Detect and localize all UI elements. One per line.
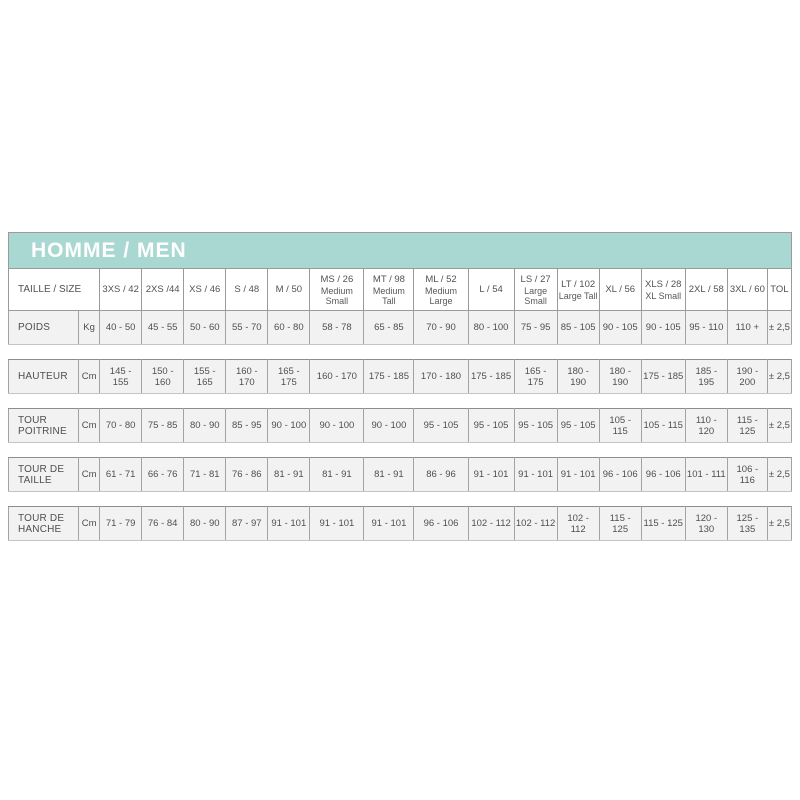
row-label: TOUR DE TAILLE — [9, 458, 79, 492]
size-column-header — [414, 269, 468, 311]
row-gap — [9, 394, 792, 409]
size-code: S / 48 — [234, 284, 260, 295]
size-value-cell: 125 - 135 — [727, 507, 767, 541]
size-value-cell: 70 - 80 — [100, 409, 142, 443]
size-value-cell: 180 - 190 — [599, 360, 641, 394]
size-sub-label: XL Small — [645, 290, 682, 301]
size-guide-sheet — [8, 232, 792, 541]
size-column-header — [268, 269, 310, 311]
size-value-cell: 81 - 91 — [364, 458, 414, 492]
size-value-cell: 65 - 85 — [364, 311, 414, 345]
measurement-row — [9, 311, 792, 345]
size-value-cell: 90 - 100 — [310, 409, 364, 443]
size-code: XS / 46 — [189, 284, 221, 295]
size-value-cell: 61 - 71 — [100, 458, 142, 492]
size-value-cell: 50 - 60 — [184, 311, 226, 345]
size-value-cell: ± 2,5 — [767, 360, 791, 394]
size-value-cell: 81 - 91 — [268, 458, 310, 492]
size-value-cell: 60 - 80 — [268, 311, 310, 345]
unit-cell: Cm — [79, 458, 100, 492]
size-value-cell: 120 - 130 — [685, 507, 727, 541]
size-value-cell: 180 - 190 — [557, 360, 599, 394]
size-column-header — [364, 269, 414, 311]
size-value-cell: 80 - 100 — [468, 311, 514, 345]
size-code: MS / 26 — [320, 273, 354, 285]
size-value-cell: 105 - 115 — [599, 409, 641, 443]
unit-cell: Cm — [79, 507, 100, 541]
row-gap — [9, 345, 792, 360]
size-column-header — [468, 269, 514, 311]
size-header-row — [9, 269, 792, 311]
size-value-cell: 91 - 101 — [364, 507, 414, 541]
size-value-cell: 87 - 97 — [226, 507, 268, 541]
size-code: XLS / 28 — [645, 278, 682, 290]
size-column-header — [142, 269, 184, 311]
size-value-cell: 75 - 95 — [514, 311, 557, 345]
size-value-cell: 160 - 170 — [226, 360, 268, 394]
size-value-cell: 95 - 105 — [557, 409, 599, 443]
size-sub-label: Medium Large — [424, 285, 457, 306]
row-label: TOUR DE HANCHE — [9, 507, 79, 541]
unit-cell: Cm — [79, 360, 100, 394]
size-column-header — [514, 269, 557, 311]
size-value-cell: 76 - 84 — [142, 507, 184, 541]
size-value-cell: 165 - 175 — [268, 360, 310, 394]
size-value-cell: 91 - 101 — [468, 458, 514, 492]
size-value-cell: 95 - 110 — [685, 311, 727, 345]
size-chart-table — [8, 268, 792, 541]
size-value-cell: 90 - 100 — [364, 409, 414, 443]
size-value-cell: 76 - 86 — [226, 458, 268, 492]
unit-cell: Cm — [79, 409, 100, 443]
size-column-header — [641, 269, 685, 311]
size-value-cell: 85 - 95 — [226, 409, 268, 443]
size-value-cell: 91 - 101 — [514, 458, 557, 492]
size-code: 2XL / 58 — [688, 284, 724, 295]
size-value-cell: 96 - 106 — [641, 458, 685, 492]
size-value-cell: 91 - 101 — [557, 458, 599, 492]
size-code: 2XS /44 — [145, 284, 180, 295]
measurement-row — [9, 458, 792, 492]
measurement-row — [9, 507, 792, 541]
size-value-cell: 58 - 78 — [310, 311, 364, 345]
size-value-cell: ± 2,5 — [767, 409, 791, 443]
size-value-cell: 90 - 105 — [641, 311, 685, 345]
size-value-cell: 115 - 125 — [727, 409, 767, 443]
size-column-header — [310, 269, 364, 311]
size-value-cell: 105 - 115 — [641, 409, 685, 443]
size-column-header — [599, 269, 641, 311]
size-value-cell: 90 - 100 — [268, 409, 310, 443]
size-value-cell: 71 - 79 — [100, 507, 142, 541]
size-value-cell: 190 - 200 — [727, 360, 767, 394]
unit-cell: Kg — [79, 311, 100, 345]
size-value-cell: 80 - 90 — [184, 409, 226, 443]
size-value-cell: 102 - 112 — [557, 507, 599, 541]
size-value-cell: ± 2,5 — [767, 507, 791, 541]
size-value-cell: 145 - 155 — [100, 360, 142, 394]
size-value-cell: 95 - 105 — [514, 409, 557, 443]
size-column-header — [727, 269, 767, 311]
size-sub-label: Medium Small — [320, 285, 353, 306]
size-code: MT / 98 — [372, 273, 405, 285]
size-value-cell: 102 - 112 — [468, 507, 514, 541]
size-value-cell: 106 - 116 — [727, 458, 767, 492]
size-value-cell: 45 - 55 — [142, 311, 184, 345]
size-column-header — [100, 269, 142, 311]
taille-size-header: TAILLE / SIZE — [9, 269, 100, 311]
size-value-cell: 80 - 90 — [184, 507, 226, 541]
size-value-cell: 95 - 105 — [468, 409, 514, 443]
size-value-cell: 70 - 90 — [414, 311, 468, 345]
size-code: M / 50 — [275, 284, 303, 295]
size-sub-label: Medium Tall — [372, 285, 405, 306]
size-value-cell: 91 - 101 — [310, 507, 364, 541]
size-value-cell: 175 - 185 — [364, 360, 414, 394]
size-value-cell: 175 - 185 — [468, 360, 514, 394]
size-value-cell: 95 - 105 — [414, 409, 468, 443]
size-value-cell: 71 - 81 — [184, 458, 226, 492]
size-value-cell: 150 - 160 — [142, 360, 184, 394]
size-code: 3XL / 60 — [729, 284, 765, 295]
size-value-cell: 55 - 70 — [226, 311, 268, 345]
size-value-cell: 85 - 105 — [557, 311, 599, 345]
size-code: XL / 56 — [605, 284, 636, 295]
size-value-cell: 40 - 50 — [100, 311, 142, 345]
size-value-cell: 160 - 170 — [310, 360, 364, 394]
size-column-header — [767, 269, 791, 311]
size-value-cell: 91 - 101 — [268, 507, 310, 541]
measurement-row — [9, 409, 792, 443]
size-value-cell: 86 - 96 — [414, 458, 468, 492]
size-code: L / 54 — [479, 284, 503, 295]
size-value-cell: 115 - 125 — [599, 507, 641, 541]
size-value-cell: 155 - 165 — [184, 360, 226, 394]
row-label: POIDS — [9, 311, 79, 345]
size-value-cell: 175 - 185 — [641, 360, 685, 394]
size-value-cell: 110 + — [727, 311, 767, 345]
row-gap — [9, 443, 792, 458]
size-value-cell: 185 - 195 — [685, 360, 727, 394]
size-value-cell: 90 - 105 — [599, 311, 641, 345]
size-value-cell: 66 - 76 — [142, 458, 184, 492]
section-title-homme-men: HOMME / MEN — [8, 232, 792, 268]
size-code: ML / 52 — [425, 273, 457, 285]
size-sub-label: Large Tall — [558, 290, 598, 301]
size-value-cell: ± 2,5 — [767, 311, 791, 345]
size-column-header — [184, 269, 226, 311]
size-sub-label: Large Small — [524, 285, 548, 306]
size-value-cell: 102 - 112 — [514, 507, 557, 541]
row-label: TOUR POITRINE — [9, 409, 79, 443]
size-column-header — [226, 269, 268, 311]
size-code: LS / 27 — [520, 273, 551, 285]
size-column-header — [685, 269, 727, 311]
size-code: TOL — [770, 284, 789, 295]
size-value-cell: 75 - 85 — [142, 409, 184, 443]
size-value-cell: 115 - 125 — [641, 507, 685, 541]
row-gap — [9, 492, 792, 507]
size-value-cell: 165 - 175 — [514, 360, 557, 394]
size-code: 3XS / 42 — [102, 284, 139, 295]
size-column-header — [557, 269, 599, 311]
row-label: HAUTEUR — [9, 360, 79, 394]
measurement-row — [9, 360, 792, 394]
size-value-cell: 96 - 106 — [414, 507, 468, 541]
size-code: LT / 102 — [561, 278, 596, 290]
size-value-cell: 81 - 91 — [310, 458, 364, 492]
size-value-cell: 110 - 120 — [685, 409, 727, 443]
size-value-cell: 170 - 180 — [414, 360, 468, 394]
size-value-cell: ± 2,5 — [767, 458, 791, 492]
size-value-cell: 101 - 111 — [685, 458, 727, 492]
size-value-cell: 96 - 106 — [599, 458, 641, 492]
